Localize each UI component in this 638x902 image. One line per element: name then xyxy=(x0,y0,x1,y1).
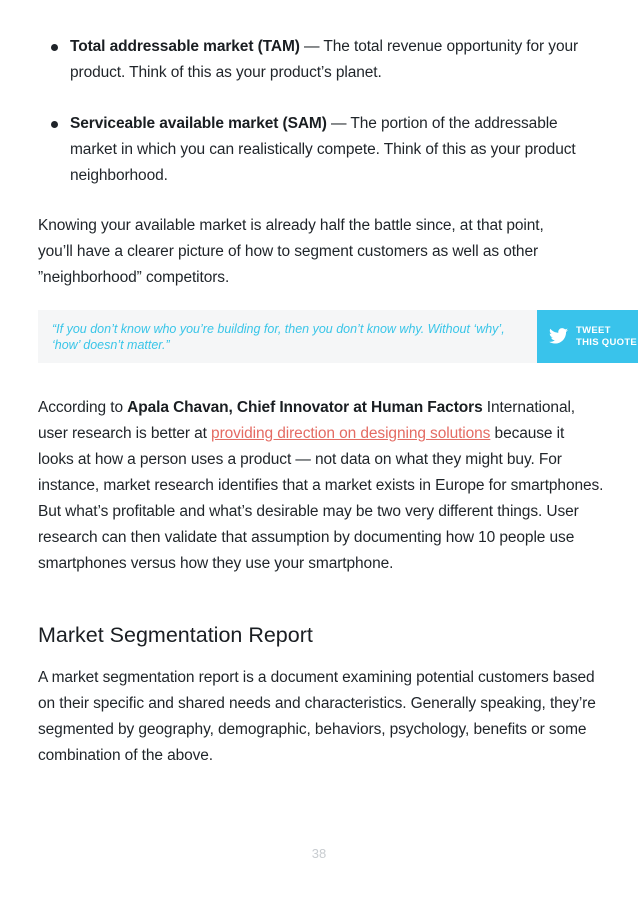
bullet-desc: — The total revenue opportunity for your xyxy=(299,38,579,55)
paragraph-line: you’ll have a clearer picture of how to segment customers as well as other xyxy=(38,243,539,260)
paragraph-line: Knowing your available market is already half the battle since, at that point, xyxy=(38,217,544,234)
paragraph-line: But what’s profitable and what’s desirable may be two very different things. User xyxy=(38,503,579,520)
paragraph-market-knowledge xyxy=(38,213,608,291)
bullet-dot xyxy=(51,121,58,128)
bullet-term: Total addressable market (TAM) xyxy=(70,38,300,55)
paragraph-line: smartphones versus how they use your smartphone. xyxy=(38,555,394,572)
paragraph-segmentation xyxy=(38,665,608,769)
paragraph-line xyxy=(38,395,618,421)
paragraph-line: looks at how a person uses a product — not data on what they might buy. For xyxy=(38,451,562,468)
quote-text xyxy=(52,321,522,353)
tweet-quote-button[interactable] xyxy=(537,310,638,363)
tweet-quote-label: TWEET THIS QUOTE xyxy=(576,325,638,348)
text-span: user research is better at xyxy=(38,425,212,442)
person-name: Apala Chavan, Chief Innovator at Human Factors xyxy=(127,399,483,416)
text-span: International, xyxy=(482,399,576,416)
paragraph-line: A market segmentation report is a document examining potential customers based xyxy=(38,669,595,686)
paragraph-line: on their specific and shared needs and characteristics. Generally speaking, they’re xyxy=(38,695,596,712)
bullet-line: product. Think of this as your product’s planet. xyxy=(70,64,382,81)
paragraph-line: segmented by geography, demographic, behaviors, psychology, benefits or some xyxy=(38,721,587,738)
page-number: 38 xyxy=(311,846,327,861)
quote-line: ‘how’ doesn’t matter.” xyxy=(52,338,170,352)
quote-line: “If you don’t know who you’re building for, then you don’t know why. Without ‘why’, xyxy=(52,322,505,336)
bullet-item-sam xyxy=(70,111,610,189)
paragraph-user-research xyxy=(38,395,618,577)
bullet-line xyxy=(70,111,610,137)
paragraph-line: research can then validate that assumption by documenting how 10 people use xyxy=(38,529,575,546)
twitter-bird-icon xyxy=(549,328,568,344)
bullet-line xyxy=(70,34,610,60)
designing-solutions-link[interactable]: providing direction on designing solutions xyxy=(211,425,491,442)
paragraph-line xyxy=(38,421,618,447)
bullet-item-tam xyxy=(70,34,610,86)
paragraph-line: combination of the above. xyxy=(38,747,214,764)
bullet-dot xyxy=(51,44,58,51)
paragraph-line: instance, market research identifies that a market exists in Europe for smartphones. xyxy=(38,477,604,494)
text-span: According to xyxy=(38,399,128,416)
bullet-line: market in which you can realistically compete. Think of this as your product xyxy=(70,141,576,158)
paragraph-line: ”neighborhood” competitors. xyxy=(38,269,230,286)
bullet-line: neighborhood. xyxy=(70,167,168,184)
bullet-desc: — The portion of the addressable xyxy=(326,115,558,132)
text-span: because it xyxy=(490,425,565,442)
section-heading: Market Segmentation Report xyxy=(38,623,313,647)
bullet-term: Serviceable available market (SAM) xyxy=(70,115,327,132)
